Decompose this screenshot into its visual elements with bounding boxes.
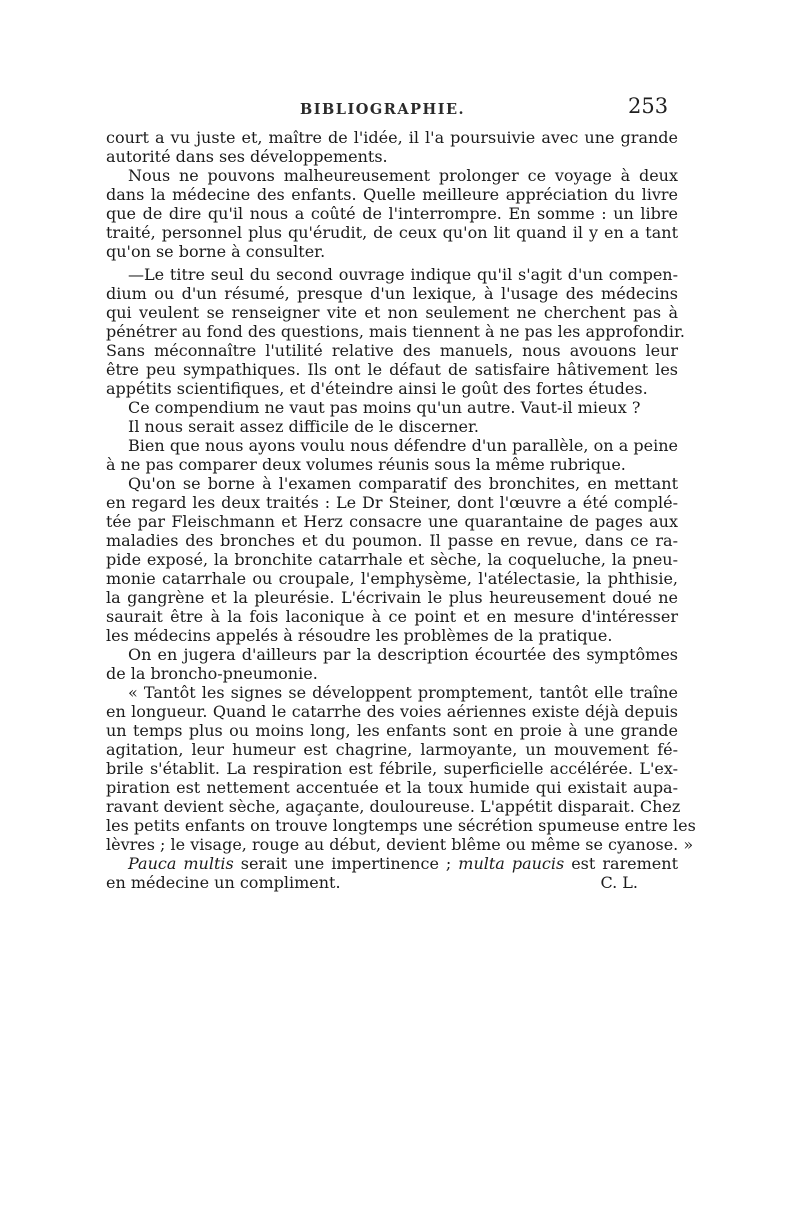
running-head: BIBLIOGRAPHIE. [300, 101, 466, 118]
paragraph-8 [106, 645, 678, 683]
text-line: brile s'établit. La respiration est fébrile, superficielle accélérée. L'ex- [106, 759, 678, 778]
text-fragment: est rarement [564, 854, 678, 873]
text-line: saurait être à la fois laconique à ce point et en mesure d'intéresser [106, 607, 678, 626]
text-line: que de dire qu'il nous a coûté de l'interrompre. En somme : un libre [106, 204, 678, 223]
paragraph-2 [106, 166, 678, 261]
page-number: 253 [628, 94, 669, 118]
text-line: les petits enfants on trouve longtemps une sécrétion spumeuse entre les [106, 816, 696, 835]
text-line: un temps plus ou moins long, les enfants sont en proie à une grande [106, 721, 678, 740]
text-line: Bien que nous ayons voulu nous défendre d'un parallèle, on a peine [128, 436, 678, 455]
text-line: maladies des bronches et du poumon. Il passe en revue, dans ce ra- [106, 531, 678, 550]
text-line: qui veulent se renseigner vite et non seulement ne cherchent pas à [106, 303, 678, 322]
latin-phrase: multa paucis [458, 854, 565, 873]
text-line: Ce compendium ne vaut pas moins qu'un autre. Vaut-il mieux ? [128, 398, 641, 417]
text-line: dium ou d'un résumé, presque d'un lexique, à l'usage des médecins [106, 284, 678, 303]
text-line: en longueur. Quand le catarrhe des voies aériennes existe déjà depuis [106, 702, 678, 721]
text-line: tée par Fleischmann et Herz consacre une quarantaine de pages aux [106, 512, 678, 531]
text-line: Sans méconnaître l'utilité relative des manuels, nous avouons leur [106, 341, 678, 360]
text-line: en regard les deux traités : Le Dr Steiner, dont l'œuvre a été complé- [106, 493, 678, 512]
text-line: lèvres ; le visage, rouge au début, devient blême ou même se cyanose. » [106, 835, 694, 854]
text-line: Qu'on se borne à l'examen comparatif des bronchites, en mettant [128, 474, 678, 493]
paragraph-3 [106, 265, 685, 398]
paragraph-4 [106, 398, 678, 417]
text-line: ravant devient sèche, agaçante, douloureuse. L'appétit disparait. Chez [106, 797, 681, 816]
paragraph-10 [106, 854, 678, 892]
text-line: la gangrène et la pleurésie. L'écrivain le plus heureusement doué ne [106, 588, 678, 607]
text-line: Nous ne pouvons malheureusement prolonger ce voyage à deux [128, 166, 678, 185]
text-line: monie catarrhale ou croupale, l'emphysème, l'atélectasie, la phthisie, [106, 569, 678, 588]
paragraph-5 [106, 417, 678, 436]
text-line: traité, personnel plus qu'érudit, de ceux qu'on lit quand il y en a tant [106, 223, 678, 242]
text-line: être peu sympathiques. Ils ont le défaut de satisfaire hâtivement les [106, 360, 678, 379]
text-line: les médecins appelés à résoudre les problèmes de la pratique. [106, 626, 613, 645]
text-line: —Le titre seul du second ouvrage indique qu'il s'agit d'un compen- [128, 265, 678, 284]
paragraph-1 [106, 128, 678, 166]
text-line: dans la médecine des enfants. Quelle meilleure appréciation du livre [106, 185, 678, 204]
text-fragment: serait une impertinence ; [233, 854, 459, 873]
text-line: agitation, leur humeur est chagrine, larmoyante, un mouvement fé- [106, 740, 678, 759]
text-line: qu'on se borne à consulter. [106, 242, 326, 261]
paragraph-7 [106, 474, 678, 645]
text-line: en médecine un compliment. [106, 873, 341, 892]
paragraph-6 [106, 436, 678, 474]
paragraph-9-quote [106, 683, 696, 854]
text-line: pide exposé, la bronchite catarrhale et sèche, la coqueluche, la pneu- [106, 550, 678, 569]
closing-line [106, 873, 678, 892]
text-line: piration est nettement accentuée et la toux humide qui existait aupa- [106, 778, 678, 797]
text-line: court a vu juste et, maître de l'idée, il l'a poursuivie avec une grande [106, 128, 678, 147]
latin-phrase: Pauca multis [128, 854, 234, 873]
text-line: appétits scientifiques, et d'éteindre ainsi le goût des fortes études. [106, 379, 648, 398]
text-line: de la broncho-pneumonie. [106, 664, 318, 683]
text-line: à ne pas comparer deux volumes réunis sous la même rubrique. [106, 455, 626, 474]
text-line: On en jugera d'ailleurs par la description écourtée des symptômes [128, 645, 678, 664]
text-line: pénétrer au fond des questions, mais tiennent à ne pas les approfondir. [106, 322, 685, 341]
text-line: autorité dans ses développements. [106, 147, 388, 166]
text-line: « Tantôt les signes se développent promptement, tantôt elle traîne [128, 683, 678, 702]
signature: C. L. [600, 873, 638, 892]
text-line: Il nous serait assez difficile de le discerner. [128, 417, 479, 436]
text-line [106, 854, 678, 873]
body-text [106, 128, 696, 892]
